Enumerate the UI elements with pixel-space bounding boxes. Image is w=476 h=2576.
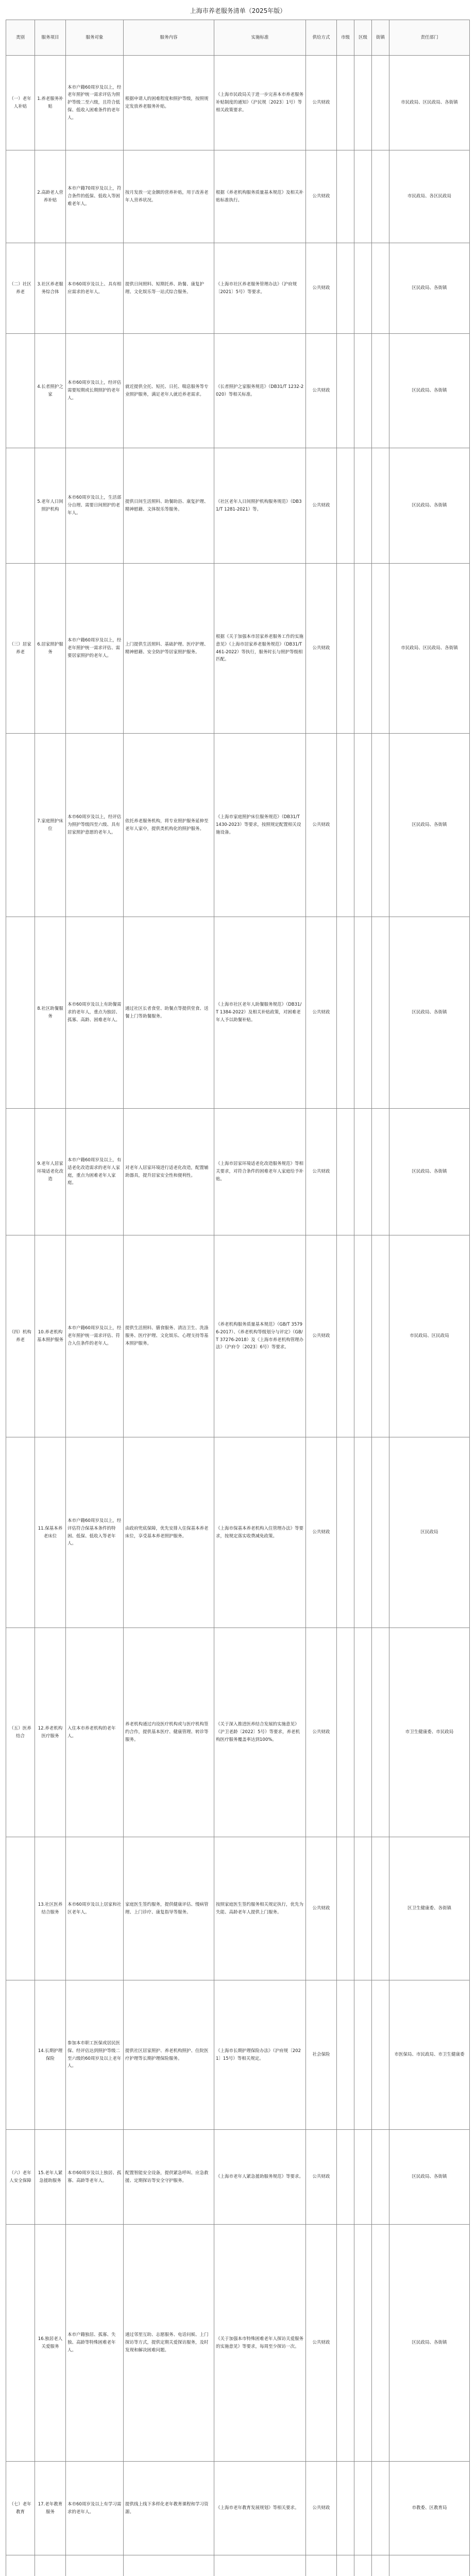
service-item-cell: 12.养老机构医疗服务 <box>35 1628 66 1837</box>
street-level-cell <box>372 2225 389 2462</box>
supply-mode-cell <box>306 2555 337 2576</box>
city-level-cell <box>337 243 354 334</box>
service-content-cell: 通过邻里互助、志愿服务、电话问候、上门探访等方式，提供定期关爱探访服务，及时发现和解决困难问题。 <box>124 2225 214 2462</box>
street-level-cell <box>372 734 389 917</box>
city-level-cell <box>337 917 354 1109</box>
service-target-cell: 本市户籍60周岁及以上，经老年照护统一需求评估、需要居家照护的老年人。 <box>66 564 124 734</box>
service-target-cell: 本市60周岁及以上、具有相应需求的老年人。 <box>66 243 124 334</box>
supply-mode-cell: 公共财政 <box>306 564 337 734</box>
table-row <box>6 564 470 734</box>
street-level-cell <box>372 56 389 150</box>
service-item-cell: 1.养老服务补贴 <box>35 56 66 150</box>
service-content-cell: 依托养老服务机构，将专业照护服务延伸至老年人家中，提供类机构化的照护服务。 <box>124 734 214 917</box>
service-content-cell: 提供日间照料、短期托养、助餐、康复护理、文化娱乐等一站式综合服务。 <box>124 243 214 334</box>
header-department: 责任部门 <box>389 20 470 56</box>
street-level-cell <box>372 1980 389 2130</box>
table-row <box>6 448 470 564</box>
category-cell: （七）老年教育 <box>6 2462 35 2555</box>
district-level-cell <box>354 2462 372 2555</box>
department-cell: 区民政局、各街镇 <box>389 243 470 334</box>
table-row <box>6 1980 470 2130</box>
table-row <box>6 1109 470 1235</box>
service-target-cell: 本市60周岁及以上有学习需求的老年人。 <box>66 2462 124 2555</box>
service-item-cell: 15.老年人紧急援助服务 <box>35 2130 66 2225</box>
service-content-cell: 家庭医生签约服务，提供健康评估、慢病管理、上门诊疗、康复指导等服务。 <box>124 1837 214 1980</box>
standard-cell: 《上海市社区老年人助餐服务规范》（DB31/T 1384-2022）及相关补贴政策，对困难老年人予以助餐补贴。 <box>214 917 306 1109</box>
city-level-cell <box>337 1628 354 1837</box>
category-cell <box>6 2555 35 2576</box>
department-cell: 市卫生健康委、市民政局 <box>389 1628 470 1837</box>
standard-cell: 《关于深入推进医养结合发展的实施意见》（沪卫老龄〔2022〕5号）等要求，养老机构医疗服务覆盖率达到100%。 <box>214 1628 306 1837</box>
city-level-cell <box>337 56 354 150</box>
service-item-cell: 16.独居老人关爱服务 <box>35 2225 66 2462</box>
category-cell: （一）老年人补贴 <box>6 56 35 150</box>
service-item-cell: 9.老年人居家环境适老化改造 <box>35 1109 66 1235</box>
service-item-cell: 2.高龄老人营养补贴 <box>35 150 66 243</box>
header-service-item: 服务项目 <box>35 20 66 56</box>
district-level-cell <box>354 1837 372 1980</box>
supply-mode-cell: 公共财政 <box>306 448 337 564</box>
table-row <box>6 2130 470 2225</box>
category-cell <box>6 734 35 917</box>
service-content-cell: 就近提供全托、短托、日托、喘息服务等专业照护服务，满足老年人就近养老需求。 <box>124 334 214 448</box>
district-level-cell <box>354 734 372 917</box>
service-target-cell <box>66 2555 124 2576</box>
header-city-level: 市级 <box>337 20 354 56</box>
street-level-cell <box>372 917 389 1109</box>
department-cell: 区民政局、各街镇 <box>389 2225 470 2462</box>
service-item-cell <box>35 2555 66 2576</box>
district-level-cell <box>354 917 372 1109</box>
street-level-cell <box>372 564 389 734</box>
department-cell: 区卫生健康委、各街镇 <box>389 1837 470 1980</box>
city-level-cell <box>337 2462 354 2555</box>
city-level-cell <box>337 2555 354 2576</box>
service-target-cell: 本市户籍60周岁及以上，经评估符合保基本条件的特困、低保、低收入等老年人。 <box>66 1437 124 1628</box>
street-level-cell <box>372 243 389 334</box>
district-level-cell <box>354 1235 372 1437</box>
header-category: 类别 <box>6 20 35 56</box>
department-cell: 区民政局、各街镇 <box>389 1109 470 1235</box>
district-level-cell <box>354 56 372 150</box>
supply-mode-cell: 公共财政 <box>306 1628 337 1837</box>
district-level-cell <box>354 1628 372 1837</box>
standard-cell: 《上海市老年人紧急援助服务规范》等要求。 <box>214 2130 306 2225</box>
street-level-cell <box>372 334 389 448</box>
service-content-cell: 提供日间生活照料、助餐助浴、康复护理、精神慰藉、文体娱乐等服务。 <box>124 448 214 564</box>
standard-cell: 《长者照护之家服务规范》（DB31/T 1232-2020）等相关标准。 <box>214 334 306 448</box>
service-content-cell: 上门提供生活照料、基础护理、医疗护理、精神慰藉、安全防护等居家照护服务。 <box>124 564 214 734</box>
standard-cell: 《上海市长期护理保险办法》（沪府规〔2021〕15号）等相关规定。 <box>214 1980 306 2130</box>
district-level-cell <box>354 334 372 448</box>
table-row <box>6 1437 470 1628</box>
service-target-cell: 本市户籍60周岁及以上，经老年照护统一需求评估为照护等级二至六级，且符合低保、低收入困难条件的老年人。 <box>66 56 124 150</box>
service-target-cell: 参加本市职工医保或居民医保、经评估达到照护等级二至六级的60周岁及以上老年人。 <box>66 1980 124 2130</box>
service-content-cell: 养老机构通过内设医疗机构或与医疗机构签约合作，提供基本医疗、健康管理、转诊等服务。 <box>124 1628 214 1837</box>
department-cell: 市医保局、市民政局、市卫生健康委 <box>389 1980 470 2130</box>
header-street-level: 街镇 <box>372 20 389 56</box>
table-row <box>6 734 470 917</box>
service-content-cell: 通过社区长者食堂、助餐点等提供堂食、送餐上门等助餐服务。 <box>124 917 214 1109</box>
service-content-cell: 根据申请人的困难程度和照护等级，按照规定发放养老服务补贴。 <box>124 56 214 150</box>
service-content-cell: 提供线上线下多样化老年教育课程和学习资源。 <box>124 2462 214 2555</box>
table-row <box>6 2462 470 2555</box>
service-target-cell: 本市60周岁及以上，经评估需要短期或长期照护的老年人。 <box>66 334 124 448</box>
service-item-cell: 10.养老机构基本照护服务 <box>35 1235 66 1437</box>
city-level-cell <box>337 1235 354 1437</box>
supply-mode-cell: 公共财政 <box>306 1837 337 1980</box>
supply-mode-cell: 公共财政 <box>306 56 337 150</box>
city-level-cell <box>337 150 354 243</box>
city-level-cell <box>337 1109 354 1235</box>
standard-cell: 《养老机构服务质量基本规范》（GB/T 35796-2017）、《养老机构等级划分与评定》（GB/T 37276-2018）及《上海市养老机构管理办法》（沪府令〔2023〕6号）等要求。 <box>214 1235 306 1437</box>
standard-cell: 《上海市居家环境适老化改造服务规范》等相关要求，对符合条件的困难老年人家庭给予补贴。 <box>214 1109 306 1235</box>
city-level-cell <box>337 2130 354 2225</box>
street-level-cell <box>372 1109 389 1235</box>
category-cell <box>6 1437 35 1628</box>
service-item-cell: 7.家庭照护床位 <box>35 734 66 917</box>
category-cell: （四）机构养老 <box>6 1235 35 1437</box>
header-service-target: 服务对象 <box>66 20 124 56</box>
district-level-cell <box>354 1980 372 2130</box>
city-level-cell <box>337 1437 354 1628</box>
service-target-cell: 本市户籍60周岁及以上，经老年照护统一需求评估、符合入住条件的老年人。 <box>66 1235 124 1437</box>
department-cell: 区民政局 <box>389 1437 470 1628</box>
table-row <box>6 1837 470 1980</box>
standard-cell: 根据《关于加强本市居家养老服务工作的实施意见》《上海市居家养老服务规范》（DB31/T 461-2022）等执行，服务时长与照护等级相匹配。 <box>214 564 306 734</box>
table-row <box>6 2555 470 2576</box>
service-content-cell: 按月发放一定金额的营养补贴，用于改善老年人营养状况。 <box>124 150 214 243</box>
category-cell <box>6 917 35 1109</box>
table-row <box>6 2225 470 2462</box>
department-cell: 区民政局、各街镇 <box>389 917 470 1109</box>
service-content-cell: 提供社区居家照护、养老机构照护、住院医疗护理等长期护理保险服务。 <box>124 1980 214 2130</box>
service-content-cell: 提供生活照料、膳食服务、清洁卫生、洗涤服务、医疗护理、文化娱乐、心理支持等基本照护服务。 <box>124 1235 214 1437</box>
department-cell: 市民政局、区民政局 <box>389 1235 470 1437</box>
district-level-cell <box>354 2225 372 2462</box>
standard-cell: 《关于加强本市特殊困难老年人探访关爱服务的实施意见》等要求，每周至少探访一次。 <box>214 2225 306 2462</box>
service-content-cell: 由政府兜底保障，优先安排入住保基本养老床位，享受基本养老照护服务。 <box>124 1437 214 1628</box>
table-row <box>6 334 470 448</box>
standard-cell <box>214 2555 306 2576</box>
standard-cell: 《上海市民政局关于进一步完善本市养老服务补贴制度的通知》（沪民规〔2023〕1号）等相关政策要求。 <box>214 56 306 150</box>
standard-cell: 《上海市保基本养老机构入住管理办法》等要求，按规定落实收费减免政策。 <box>214 1437 306 1628</box>
supply-mode-cell: 公共财政 <box>306 334 337 448</box>
district-level-cell <box>354 2130 372 2225</box>
standard-cell: 根据《养老机构服务质量基本规范》及相关补贴标准执行。 <box>214 150 306 243</box>
service-content-cell: 配置智能安全设备，提供紧急呼叫、应急救援、定期探访等安全守护服务。 <box>124 2130 214 2225</box>
street-level-cell <box>372 2130 389 2225</box>
district-level-cell <box>354 448 372 564</box>
service-content-cell <box>124 2555 214 2576</box>
department-cell: 区民政局、各街镇 <box>389 334 470 448</box>
category-cell <box>6 334 35 448</box>
service-item-cell: 11.保基本养老床位 <box>35 1437 66 1628</box>
category-cell <box>6 1109 35 1235</box>
service-list-table <box>6 20 470 2576</box>
department-cell: 市民政局、各区民政局 <box>389 150 470 243</box>
city-level-cell <box>337 448 354 564</box>
department-cell: 区民政局、各街镇 <box>389 2130 470 2225</box>
service-item-cell: 3.社区养老服务综合体 <box>35 243 66 334</box>
header-standard: 实施标准 <box>214 20 306 56</box>
standard-cell: 《上海市社区养老服务管理办法》（沪府规〔2021〕5号）等要求。 <box>214 243 306 334</box>
category-cell: （二）社区养老 <box>6 243 35 334</box>
city-level-cell <box>337 1837 354 1980</box>
street-level-cell <box>372 150 389 243</box>
street-level-cell <box>372 1437 389 1628</box>
department-cell: 市民政局、区民政局、各街镇 <box>389 56 470 150</box>
table-row <box>6 243 470 334</box>
category-cell: （三）居家养老 <box>6 564 35 734</box>
service-item-cell: 4.长者照护之家 <box>35 334 66 448</box>
street-level-cell <box>372 1628 389 1837</box>
department-cell <box>389 2555 470 2576</box>
category-cell <box>6 2225 35 2462</box>
district-level-cell <box>354 150 372 243</box>
supply-mode-cell: 公共财政 <box>306 150 337 243</box>
table-row <box>6 56 470 150</box>
supply-mode-cell: 公共财政 <box>306 1437 337 1628</box>
service-item-cell: 8.社区助餐服务 <box>35 917 66 1109</box>
supply-mode-cell: 社会保险 <box>306 1980 337 2130</box>
service-target-cell: 本市60周岁及以上有助餐需求的老年人，重点为独居、孤寡、高龄、困难老年人。 <box>66 917 124 1109</box>
department-cell: 区民政局、各街镇 <box>389 734 470 917</box>
header-service-content: 服务内容 <box>124 20 214 56</box>
service-item-cell: 13.社区医养结合服务 <box>35 1837 66 1980</box>
supply-mode-cell: 公共财政 <box>306 2130 337 2225</box>
district-level-cell <box>354 564 372 734</box>
table-row <box>6 150 470 243</box>
district-level-cell <box>354 1109 372 1235</box>
supply-mode-cell: 公共财政 <box>306 2462 337 2555</box>
category-cell <box>6 1837 35 1980</box>
city-level-cell <box>337 334 354 448</box>
service-target-cell: 本市60周岁及以上独居、孤寡、高龄等老年人。 <box>66 2130 124 2225</box>
service-target-cell: 本市60周岁及以上居家和社区老年人。 <box>66 1837 124 1980</box>
department-cell: 市教委、区教育局 <box>389 2462 470 2555</box>
supply-mode-cell: 公共财政 <box>306 917 337 1109</box>
header-district-level: 区级 <box>354 20 372 56</box>
supply-mode-cell: 公共财政 <box>306 734 337 917</box>
service-item-cell: 5.老年人日间照护机构 <box>35 448 66 564</box>
district-level-cell <box>354 1437 372 1628</box>
header-supply-mode: 供给方式 <box>306 20 337 56</box>
street-level-cell <box>372 448 389 564</box>
table-row <box>6 1235 470 1437</box>
table-row <box>6 917 470 1109</box>
supply-mode-cell: 公共财政 <box>306 1109 337 1235</box>
category-cell <box>6 1980 35 2130</box>
city-level-cell <box>337 2225 354 2462</box>
category-cell: （五）医养结合 <box>6 1628 35 1837</box>
service-target-cell: 本市60周岁及以上，生活部分自理、需要日间照护的老年人。 <box>66 448 124 564</box>
table-header-row <box>6 20 470 56</box>
city-level-cell <box>337 734 354 917</box>
category-cell <box>6 448 35 564</box>
street-level-cell <box>372 2555 389 2576</box>
street-level-cell <box>372 2462 389 2555</box>
district-level-cell <box>354 2555 372 2576</box>
document-title: 上海市养老服务清单（2025年版） <box>190 7 286 14</box>
department-cell: 市民政局、区民政局、各街镇 <box>389 564 470 734</box>
service-target-cell: 本市60周岁及以上，经评估为照护等级四至六级、具有居家照护意愿的老年人。 <box>66 734 124 917</box>
district-level-cell <box>354 243 372 334</box>
standard-cell: 《社区老年人日间照护机构服务规范》（DB31/T 1281-2021）等。 <box>214 448 306 564</box>
city-level-cell <box>337 1980 354 2130</box>
service-content-cell: 对老年人居家环境进行适老化改造，配置辅助器具，提升居家安全性和便利性。 <box>124 1109 214 1235</box>
supply-mode-cell: 公共财政 <box>306 2225 337 2462</box>
service-target-cell: 本市户籍70周岁及以上，符合条件的低保、低收入等困难老年人。 <box>66 150 124 243</box>
city-level-cell <box>337 564 354 734</box>
category-cell <box>6 150 35 243</box>
standard-cell: 《上海市家庭照护床位服务规范》（DB31/T 1430-2023）等要求，按照规定配置相关设施设备。 <box>214 734 306 917</box>
department-cell: 区民政局、各街镇 <box>389 448 470 564</box>
standard-cell: 《上海市老年教育发展规划》等相关要求。 <box>214 2462 306 2555</box>
standard-cell: 按照家庭医生签约服务相关规定执行，优先为失能、高龄老年人提供上门服务。 <box>214 1837 306 1980</box>
service-target-cell: 本市户籍60周岁及以上，有适老化改造需求的老年人家庭，重点为困难老年人家庭。 <box>66 1109 124 1235</box>
service-target-cell: 入住本市养老机构的老年人。 <box>66 1628 124 1837</box>
table-row <box>6 1628 470 1837</box>
street-level-cell <box>372 1837 389 1980</box>
supply-mode-cell: 公共财政 <box>306 1235 337 1437</box>
service-target-cell: 本市户籍独居、孤寡、失独、高龄等特殊困难老年人。 <box>66 2225 124 2462</box>
service-item-cell: 14.长期护理保险 <box>35 1980 66 2130</box>
service-item-cell: 6.居家照护服务 <box>35 564 66 734</box>
category-cell: （六）老年人安全保障 <box>6 2130 35 2225</box>
service-item-cell: 17.老年教育服务 <box>35 2462 66 2555</box>
street-level-cell <box>372 1235 389 1437</box>
supply-mode-cell: 公共财政 <box>306 243 337 334</box>
